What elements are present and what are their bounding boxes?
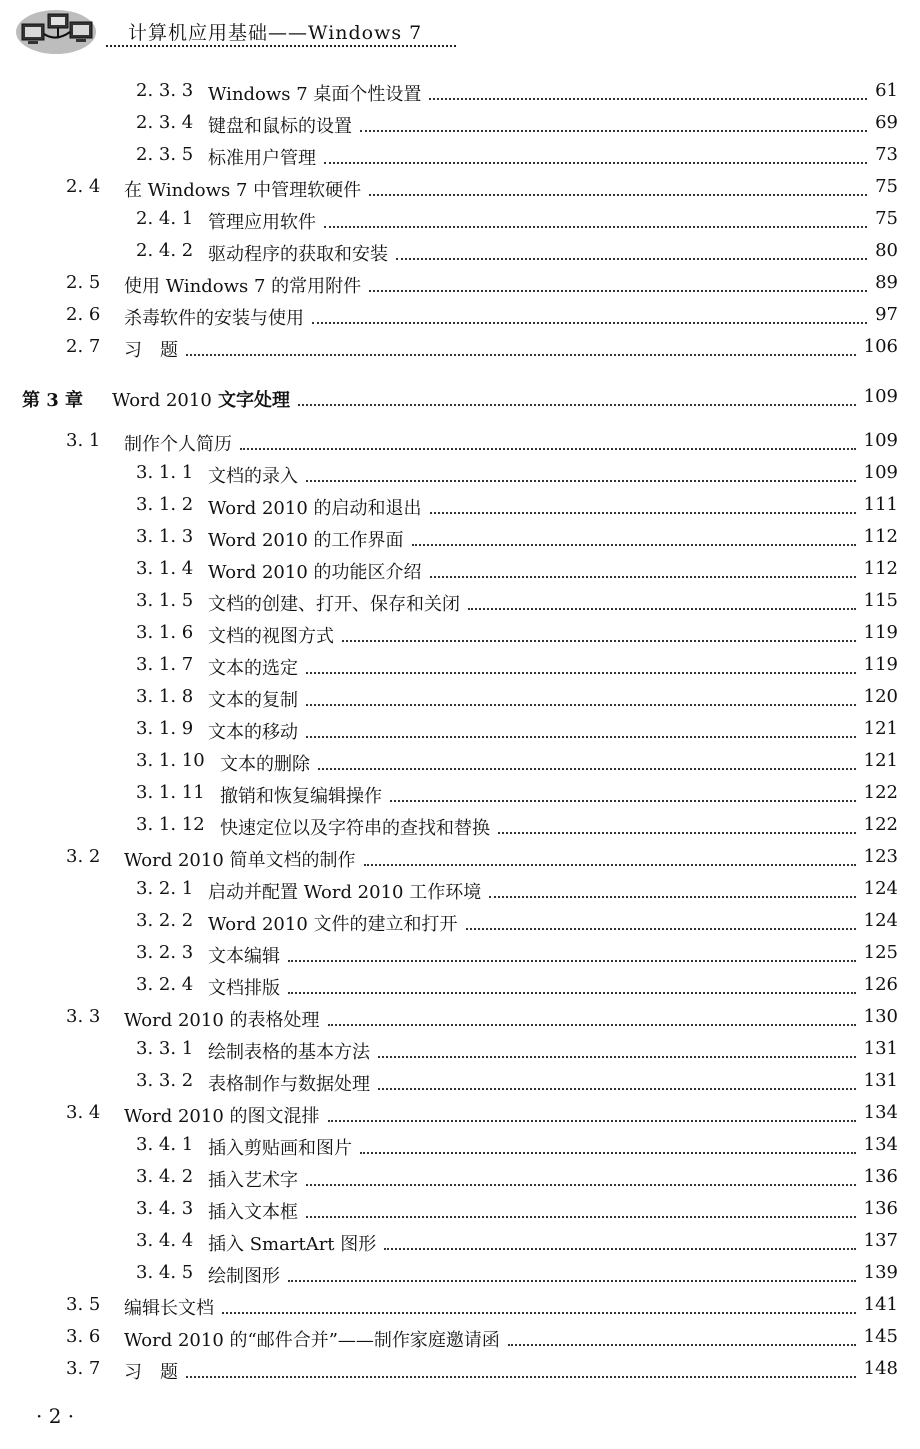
toc-dot-leader	[306, 736, 856, 738]
toc-entry-page: 123	[863, 846, 898, 867]
toc-entry-title: 编辑长文档	[124, 1298, 214, 1319]
toc-entry-title: Word 2010 的功能区介绍	[208, 562, 422, 583]
toc-entry-page: 69	[875, 112, 898, 133]
toc-entry-number: 第 3 章	[22, 390, 84, 411]
toc-dot-leader	[468, 608, 856, 610]
toc-entry-number: 3. 1. 6	[136, 622, 194, 643]
toc-entry-number: 3. 4. 3	[136, 1198, 194, 1219]
toc-entry-number: 2. 6	[66, 304, 101, 325]
toc-entry-page: 75	[875, 176, 898, 197]
toc-entry-title: 插入文本框	[208, 1202, 298, 1223]
toc-entry-page: 136	[863, 1166, 898, 1187]
toc-dot-leader	[186, 1376, 856, 1378]
toc-entry-page: 145	[863, 1326, 898, 1347]
toc-dot-leader	[312, 322, 867, 324]
toc-entry-page: 109	[863, 430, 898, 451]
toc-dot-leader	[429, 98, 867, 100]
toc-entry-number: 3. 2. 1	[136, 878, 194, 899]
toc-entry-page: 130	[863, 1006, 898, 1027]
toc-entry-number: 3. 1. 1	[136, 462, 194, 483]
toc-dot-leader	[186, 354, 856, 356]
toc-dot-leader	[412, 544, 856, 546]
toc-entry-title: 杀毒软件的安装与使用	[124, 308, 304, 329]
toc-dot-leader	[328, 1120, 856, 1122]
toc-dot-leader	[466, 928, 856, 930]
toc-entry-number: 3. 2	[66, 846, 101, 867]
toc-entry-number: 2. 4	[66, 176, 101, 197]
toc-entry-number: 3. 2. 2	[136, 910, 194, 931]
toc-dot-leader	[298, 404, 856, 406]
toc-dot-leader	[318, 768, 856, 770]
toc-entry-page: 106	[863, 336, 898, 357]
toc-entry-page: 141	[863, 1294, 898, 1315]
toc-entry-page: 89	[875, 272, 898, 293]
toc-entry[interactable]	[0, 1098, 920, 1130]
toc-entry-page: 136	[863, 1198, 898, 1219]
toc-entry-page: 120	[863, 686, 898, 707]
toc-dot-leader	[306, 1216, 856, 1218]
toc-entry-number: 3. 5	[66, 1294, 101, 1315]
toc-entry-title: 文本的删除	[220, 754, 310, 775]
toc-entry[interactable]	[0, 746, 920, 778]
toc-entry[interactable]	[0, 1322, 920, 1354]
toc-entry-page: 126	[863, 974, 898, 995]
toc-dot-leader	[369, 290, 867, 292]
toc-entry[interactable]	[0, 76, 920, 108]
toc-dot-leader	[324, 226, 867, 228]
toc-entry-page: 131	[863, 1070, 898, 1091]
toc-dot-leader	[390, 800, 856, 802]
toc-entry[interactable]	[0, 236, 920, 268]
toc-entry-title: Word 2010 的“邮件合并”——制作家庭邀请函	[124, 1330, 500, 1351]
toc-entry-title: 快速定位以及字符串的查找和替换	[220, 818, 490, 839]
toc-dot-leader	[378, 1056, 856, 1058]
toc-entry-page: 124	[863, 910, 898, 931]
toc-entry[interactable]	[0, 268, 920, 300]
toc-dot-leader	[342, 640, 856, 642]
toc-entry-title: 撤销和恢复编辑操作	[220, 786, 382, 807]
toc-dot-leader	[288, 1280, 856, 1282]
toc-dot-leader	[360, 130, 867, 132]
toc-entry[interactable]	[0, 906, 920, 938]
toc-entry-page: 61	[875, 80, 898, 101]
toc-entry[interactable]	[0, 1258, 920, 1290]
toc-entry-title: Word 2010 的工作界面	[208, 530, 404, 551]
toc-entry[interactable]	[0, 1354, 920, 1386]
toc-dot-leader	[240, 448, 856, 450]
toc-entry[interactable]	[0, 108, 920, 140]
toc-entry-title: Word 2010 简单文档的制作	[124, 850, 356, 871]
toc-entry-title: 管理应用软件	[208, 212, 316, 233]
toc-entry-page: 109	[863, 462, 898, 483]
toc-entry-number: 3. 1. 7	[136, 654, 194, 675]
toc-dot-leader	[489, 896, 855, 898]
toc-entry-page: 122	[863, 782, 898, 803]
toc-entry-title	[112, 386, 290, 412]
toc-dot-leader	[364, 864, 856, 866]
toc-entry-title: 文档的视图方式	[208, 626, 334, 647]
toc-entry-title: 绘制表格的基本方法	[208, 1042, 370, 1063]
toc-entry-title: Windows 7 桌面个性设置	[208, 84, 422, 105]
toc-entry-title: 习 题	[124, 340, 178, 361]
toc-entry[interactable]	[0, 426, 920, 458]
toc-entry-number: 3. 1. 11	[136, 782, 205, 803]
toc-entry[interactable]	[0, 204, 920, 236]
toc-entry-number: 3. 1. 3	[136, 526, 194, 547]
toc-entry-title: 启动并配置 Word 2010 工作环境	[208, 882, 482, 903]
toc-entry[interactable]	[0, 1290, 920, 1322]
toc-dot-leader	[369, 194, 867, 196]
toc-entry-title: 文档的录入	[208, 466, 298, 487]
toc-entry-title: 文本的复制	[208, 690, 298, 711]
toc-dot-leader	[306, 672, 856, 674]
toc-entry-page: 111	[863, 494, 898, 515]
toc-entry-page: 139	[863, 1262, 898, 1283]
toc-entry-title: 在 Windows 7 中管理软硬件	[124, 180, 362, 201]
toc-dot-leader	[498, 832, 856, 834]
toc-entry-number: 2. 7	[66, 336, 101, 357]
toc-entry-title: 文本的选定	[208, 658, 298, 679]
toc-entry-page: 75	[875, 208, 898, 229]
toc-entry-number: 2. 3. 3	[136, 80, 194, 101]
toc-entry-number: 2. 3. 4	[136, 112, 194, 133]
toc-entry-page: 134	[863, 1134, 898, 1155]
toc-entry[interactable]	[0, 842, 920, 874]
toc-entry-number: 3. 1. 12	[136, 814, 205, 835]
toc-entry-number: 3. 1. 10	[136, 750, 205, 771]
toc-entry[interactable]	[0, 618, 920, 650]
toc-entry-page: 97	[875, 304, 898, 325]
toc-entry-title: 键盘和鼠标的设置	[208, 116, 352, 137]
toc-entry-title: 使用 Windows 7 的常用附件	[124, 276, 362, 297]
toc-dot-leader	[288, 992, 856, 994]
toc-entry[interactable]	[0, 1226, 920, 1258]
toc-dot-leader	[324, 162, 867, 164]
toc-entry-number: 2. 5	[66, 272, 101, 293]
page-header	[0, 0, 920, 60]
toc-chapter-entry[interactable]	[0, 380, 920, 418]
toc-entry[interactable]	[0, 682, 920, 714]
toc-dot-leader	[378, 1088, 856, 1090]
toc-entry-title: 文本的移动	[208, 722, 298, 743]
toc-dot-leader	[508, 1344, 856, 1346]
toc-entry[interactable]	[0, 650, 920, 682]
toc-entry-title: Word 2010 的启动和退出	[208, 498, 422, 519]
running-title: 计算机应用基础——Windows 7	[128, 22, 423, 44]
toc-entry-number: 3. 6	[66, 1326, 101, 1347]
toc-entry[interactable]	[0, 1162, 920, 1194]
toc-entry-page: 148	[863, 1358, 898, 1379]
toc-entry[interactable]	[0, 458, 920, 490]
toc-entry-title: Word 2010 的表格处理	[124, 1010, 320, 1031]
toc-entry-title: 绘制图形	[208, 1266, 280, 1287]
toc-dot-leader	[430, 576, 856, 578]
toc-entry[interactable]	[0, 810, 920, 842]
toc-entry-page: 112	[863, 558, 898, 579]
toc-dot-leader	[306, 704, 856, 706]
toc-entry[interactable]	[0, 490, 920, 522]
toc-entry-number: 2. 3. 5	[136, 144, 194, 165]
toc-entry-title: 插入剪贴画和图片	[208, 1138, 352, 1159]
toc-entry-number: 3. 1	[66, 430, 101, 451]
toc-entry-title-part: Word 2010	[112, 390, 212, 411]
toc-entry-page: 121	[863, 750, 898, 771]
toc-entry-title: 表格制作与数据处理	[208, 1074, 370, 1095]
toc-dot-leader	[288, 960, 856, 962]
toc-entry-title: Word 2010 文件的建立和打开	[208, 914, 458, 935]
toc-entry-number: 2. 4. 2	[136, 240, 194, 261]
toc-entry-page: 134	[863, 1102, 898, 1123]
toc-entry-title: 文档的创建、打开、保存和关闭	[208, 594, 460, 615]
toc-entry-number: 3. 4. 2	[136, 1166, 194, 1187]
toc-entry[interactable]	[0, 1130, 920, 1162]
toc-entry-number: 3. 4. 4	[136, 1230, 194, 1251]
toc-dot-leader	[430, 512, 856, 514]
toc-entry-page: 73	[875, 144, 898, 165]
toc-entry-page: 115	[863, 590, 898, 611]
toc-dot-leader	[306, 480, 856, 482]
header-dotted-rule	[106, 45, 456, 47]
toc-entry-number: 3. 4. 5	[136, 1262, 194, 1283]
toc-entry[interactable]	[0, 1002, 920, 1034]
toc-entry[interactable]	[0, 874, 920, 906]
toc-entry-number: 3. 7	[66, 1358, 101, 1379]
toc-entry-number: 3. 2. 3	[136, 942, 194, 963]
toc-entry-page: 121	[863, 718, 898, 739]
toc-entry-number: 3. 1. 8	[136, 686, 194, 707]
toc-entry[interactable]	[0, 970, 920, 1002]
toc-entry[interactable]	[0, 938, 920, 970]
toc-entry-page: 119	[863, 622, 898, 643]
toc-entry-title: 习 题	[124, 1362, 178, 1383]
toc-entry-number: 3. 1. 4	[136, 558, 194, 579]
toc-entry-number: 3. 2. 4	[136, 974, 194, 995]
toc-entry-number: 3. 3. 1	[136, 1038, 194, 1059]
toc-entry-page: 112	[863, 526, 898, 547]
toc-dot-leader	[306, 1184, 856, 1186]
toc-entry[interactable]	[0, 522, 920, 554]
toc-dot-leader	[384, 1248, 855, 1250]
toc-entry-title: 文档排版	[208, 978, 280, 999]
toc-entry-number: 3. 1. 5	[136, 590, 194, 611]
toc-dot-leader	[360, 1152, 856, 1154]
toc-entry-page: 109	[863, 386, 898, 407]
toc-entry-title: 插入 SmartArt 图形	[208, 1234, 377, 1255]
toc-entry[interactable]	[0, 1034, 920, 1066]
toc-dot-leader	[222, 1312, 856, 1314]
toc-entry-number: 3. 3	[66, 1006, 101, 1027]
toc-entry-title: 标准用户管理	[208, 148, 316, 169]
toc-entry-page: 137	[863, 1230, 898, 1251]
toc-dot-leader	[328, 1024, 856, 1026]
toc-entry-number: 3. 3. 2	[136, 1070, 194, 1091]
toc-entry-number: 3. 1. 2	[136, 494, 194, 515]
toc-entry[interactable]	[0, 554, 920, 586]
toc-entry[interactable]	[0, 1066, 920, 1098]
toc-entry-number: 2. 4. 1	[136, 208, 194, 229]
table-of-contents	[0, 76, 920, 1386]
page-number: · 2 ·	[36, 1404, 75, 1428]
toc-dot-leader	[396, 258, 867, 260]
toc-entry[interactable]	[0, 1194, 920, 1226]
toc-entry-page: 122	[863, 814, 898, 835]
toc-entry[interactable]	[0, 332, 920, 364]
toc-entry[interactable]	[0, 172, 920, 204]
toc-entry-title: 插入艺术字	[208, 1170, 298, 1191]
toc-entry-title-bold-part: 文字处理	[211, 390, 291, 411]
toc-entry-page: 124	[863, 878, 898, 899]
toc-entry-page: 125	[863, 942, 898, 963]
toc-entry-title: 驱动程序的获取和安装	[208, 244, 388, 265]
toc-entry[interactable]	[0, 586, 920, 618]
toc-entry-number: 3. 4. 1	[136, 1134, 194, 1155]
toc-entry[interactable]	[0, 140, 920, 172]
toc-entry[interactable]	[0, 778, 920, 810]
toc-entry-title: Word 2010 的图文混排	[124, 1106, 320, 1127]
toc-entry-number: 3. 4	[66, 1102, 101, 1123]
toc-entry-number: 3. 1. 9	[136, 718, 194, 739]
toc-entry-title: 文本编辑	[208, 946, 280, 967]
toc-entry[interactable]	[0, 714, 920, 746]
toc-entry-page: 131	[863, 1038, 898, 1059]
toc-entry-page: 80	[875, 240, 898, 261]
toc-entry-page: 119	[863, 654, 898, 675]
toc-entry-title: 制作个人简历	[124, 434, 232, 455]
toc-entry[interactable]	[0, 300, 920, 332]
computer-logo-icon	[14, 6, 98, 56]
